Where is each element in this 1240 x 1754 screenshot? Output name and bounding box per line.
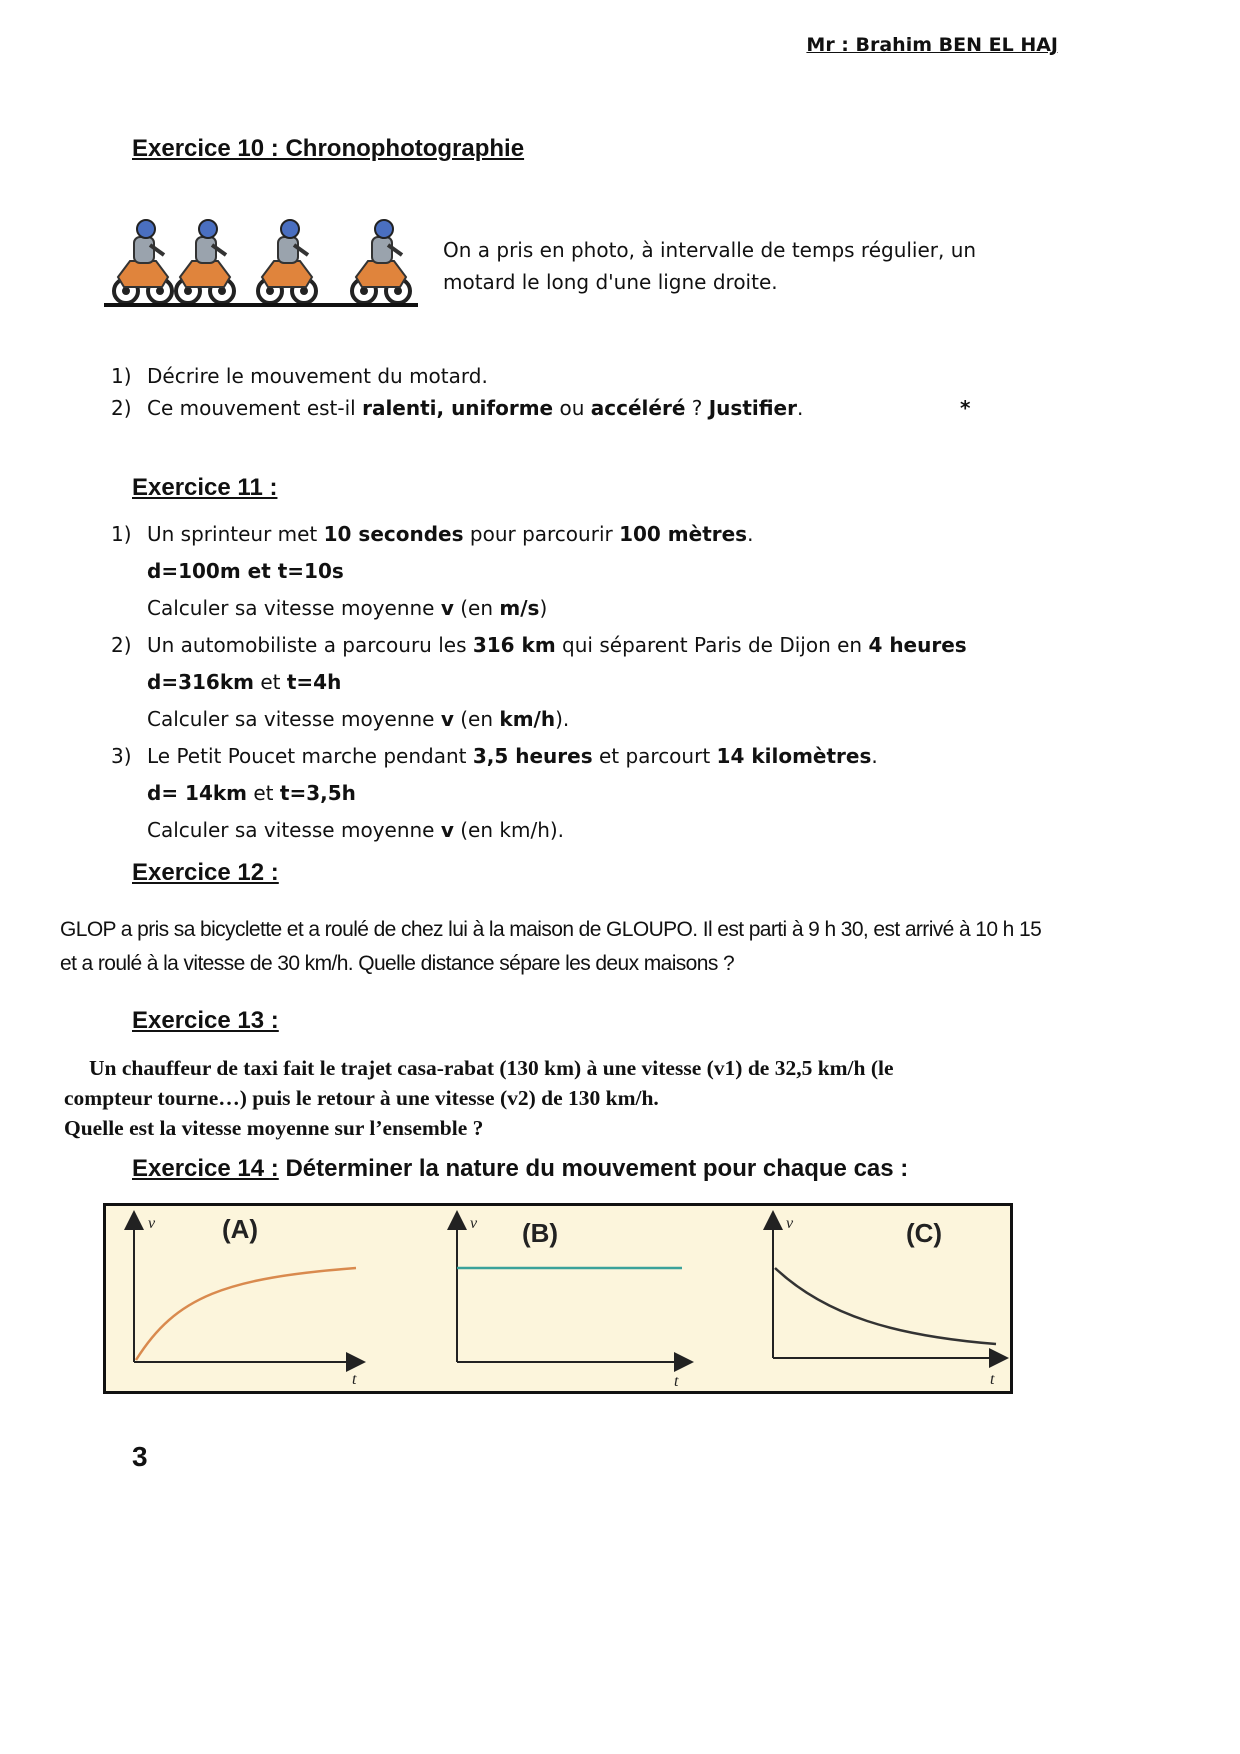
exercise-12-text-line-2: et a roulé à la vitesse de 30 km/h. Quelle distance sépare les deux maisons ? xyxy=(60,952,735,975)
exercise-12-title: Exercice 12 : xyxy=(132,859,279,886)
graph-a-label: (A) xyxy=(222,1214,259,1244)
graph-b-y-label: v xyxy=(470,1215,478,1232)
graph-c xyxy=(773,1215,999,1388)
graph-c-label: (C) xyxy=(906,1218,943,1248)
exercise-14-title: Exercice 14 : Déterminer la nature du mouvement pour chaque cas : xyxy=(132,1155,909,1182)
graph-b-x-label: t xyxy=(674,1373,679,1390)
exercise-10-intro-line-1: On a pris en photo, à intervalle de temps régulier, un xyxy=(443,238,977,262)
exercise-11-item-2: 2) Un automobiliste a parcouru les 316 km qui séparent Paris de Dijon en 4 heures xyxy=(111,633,967,657)
page-number: 3 xyxy=(132,1441,148,1472)
exercise-10-intro-line-2: motard le long d'une ligne droite. xyxy=(443,270,778,294)
exercise-13-text-line-3: Quelle est la vitesse moyenne sur l’ensemble ? xyxy=(64,1116,484,1140)
graph-c-curve xyxy=(775,1268,996,1344)
exercise-11-item-3: 3) Le Petit Poucet marche pendant 3,5 heures et parcourt 14 kilomètres. xyxy=(111,744,878,768)
motorcyclist-chronophotograph xyxy=(104,205,418,325)
graph-c-y-label: v xyxy=(786,1215,794,1232)
exercise-10-question-1: 1) Décrire le mouvement du motard. xyxy=(111,364,488,388)
exercise-13-title: Exercice 13 : xyxy=(132,1007,279,1034)
exercise-11-item-1-calc: Calculer sa vitesse moyenne v (en m/s) xyxy=(147,596,548,620)
graph-b xyxy=(457,1215,684,1390)
motorcyclist-2 xyxy=(176,220,234,303)
asterisk-mark: * xyxy=(960,396,971,420)
graph-a xyxy=(134,1214,357,1388)
exercise-11-item-1: 1) Un sprinteur met 10 secondes pour parcourir 100 mètres. xyxy=(111,522,754,546)
exercise-12-text-line-1: GLOP a pris sa bicyclette et a roulé de chez lui à la maison de GLOUPO. Il est parti à 9 h 30, est arrivé à 10 h 15 xyxy=(60,918,1042,941)
graph-a-x-label: t xyxy=(352,1371,357,1388)
velocity-graphs-panel xyxy=(103,1203,1013,1394)
exercise-10-question-2: 2) Ce mouvement est-il ralenti, uniforme ou accéléré ? Justifier. xyxy=(111,396,804,420)
graph-a-y-label: v xyxy=(148,1215,156,1232)
exercise-11-item-1-data: d=100m et t=10s xyxy=(147,559,344,583)
motorcyclist-3 xyxy=(258,220,316,303)
motorcyclist-4 xyxy=(352,220,410,303)
exercise-11-title: Exercice 11 : xyxy=(132,474,278,501)
author-name: Mr : Brahim BEN EL HAJ xyxy=(806,34,1058,56)
exercise-13-text-line-1: Un chauffeur de taxi fait le trajet casa-rabat (130 km) à une vitesse (v1) de 32,5 km/h (le xyxy=(89,1056,894,1080)
exercise-13-text-line-2: compteur tourne…) puis le retour à une vitesse (v2) de 130 km/h. xyxy=(64,1086,659,1110)
exercise-10-title: Exercice 10 : Chronophotographie xyxy=(132,135,525,162)
exercise-11-item-3-calc: Calculer sa vitesse moyenne v (en km/h). xyxy=(147,818,565,842)
exercise-11-item-2-calc: Calculer sa vitesse moyenne v (en km/h). xyxy=(147,707,570,731)
graph-a-curve xyxy=(136,1268,356,1360)
graph-c-x-label: t xyxy=(990,1371,995,1388)
exercise-11-item-2-data: d=316km et t=4h xyxy=(147,670,342,694)
motorcyclist-1 xyxy=(114,220,172,303)
exercise-11-item-3-data: d= 14km et t=3,5h xyxy=(147,781,356,805)
graph-b-label: (B) xyxy=(522,1218,559,1248)
